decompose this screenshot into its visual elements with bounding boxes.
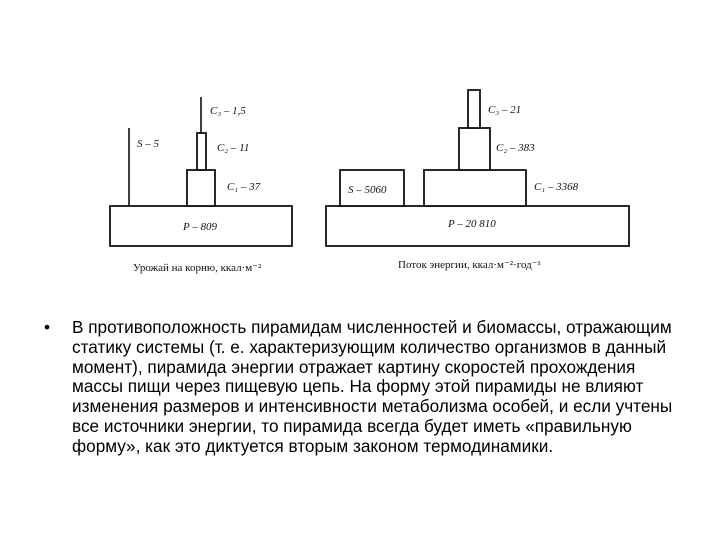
right-c1-bar [424,170,526,206]
left-c2-bar [197,133,206,170]
right-caption: Поток энергии, ккал·м⁻²·год⁻¹ [398,259,541,271]
right-c2-label: C₂ – 383 [496,142,535,154]
left-c1-label: C₁ – 37 [227,181,261,193]
left-producer-label: P – 809 [183,221,218,233]
left-s-label: S – 5 [137,138,159,150]
right-s-label: S – 5060 [348,184,387,196]
bullet-marker: • [44,317,51,337]
left-c1-bar [187,170,215,206]
right-c3-label: C₃ – 21 [488,104,522,116]
right-c2-bar [459,128,490,170]
left-c2-label: C₂ – 11 [217,142,250,154]
left-c3-label: C₃ – 1,5 [210,105,246,117]
bullet-paragraph: В противоположность пирамидам численностей и биомассы, отражающим статику системы (т. е. характеризующим количество организмов в данный момент), пирамида энергии отражает картину скоростей прохождения массы пищи через пищевую цепь. На форму этой пирамиды не влияют изменения размеров и интенсивности метаболизма особей, и если учтены все источники энергии, то пирамида всегда будет иметь «правильную форму», как это диктуется вторым законом термодинамики. [72,317,673,456]
right-pyramid [326,90,629,271]
bullet-item [44,318,684,457]
right-producer-label: P – 20 810 [448,218,496,230]
left-pyramid [110,97,292,274]
right-c1-label: C₁ – 3368 [534,181,579,193]
right-c3-bar [468,90,480,128]
left-caption: Урожай на корню, ккал·м⁻² [133,262,262,274]
